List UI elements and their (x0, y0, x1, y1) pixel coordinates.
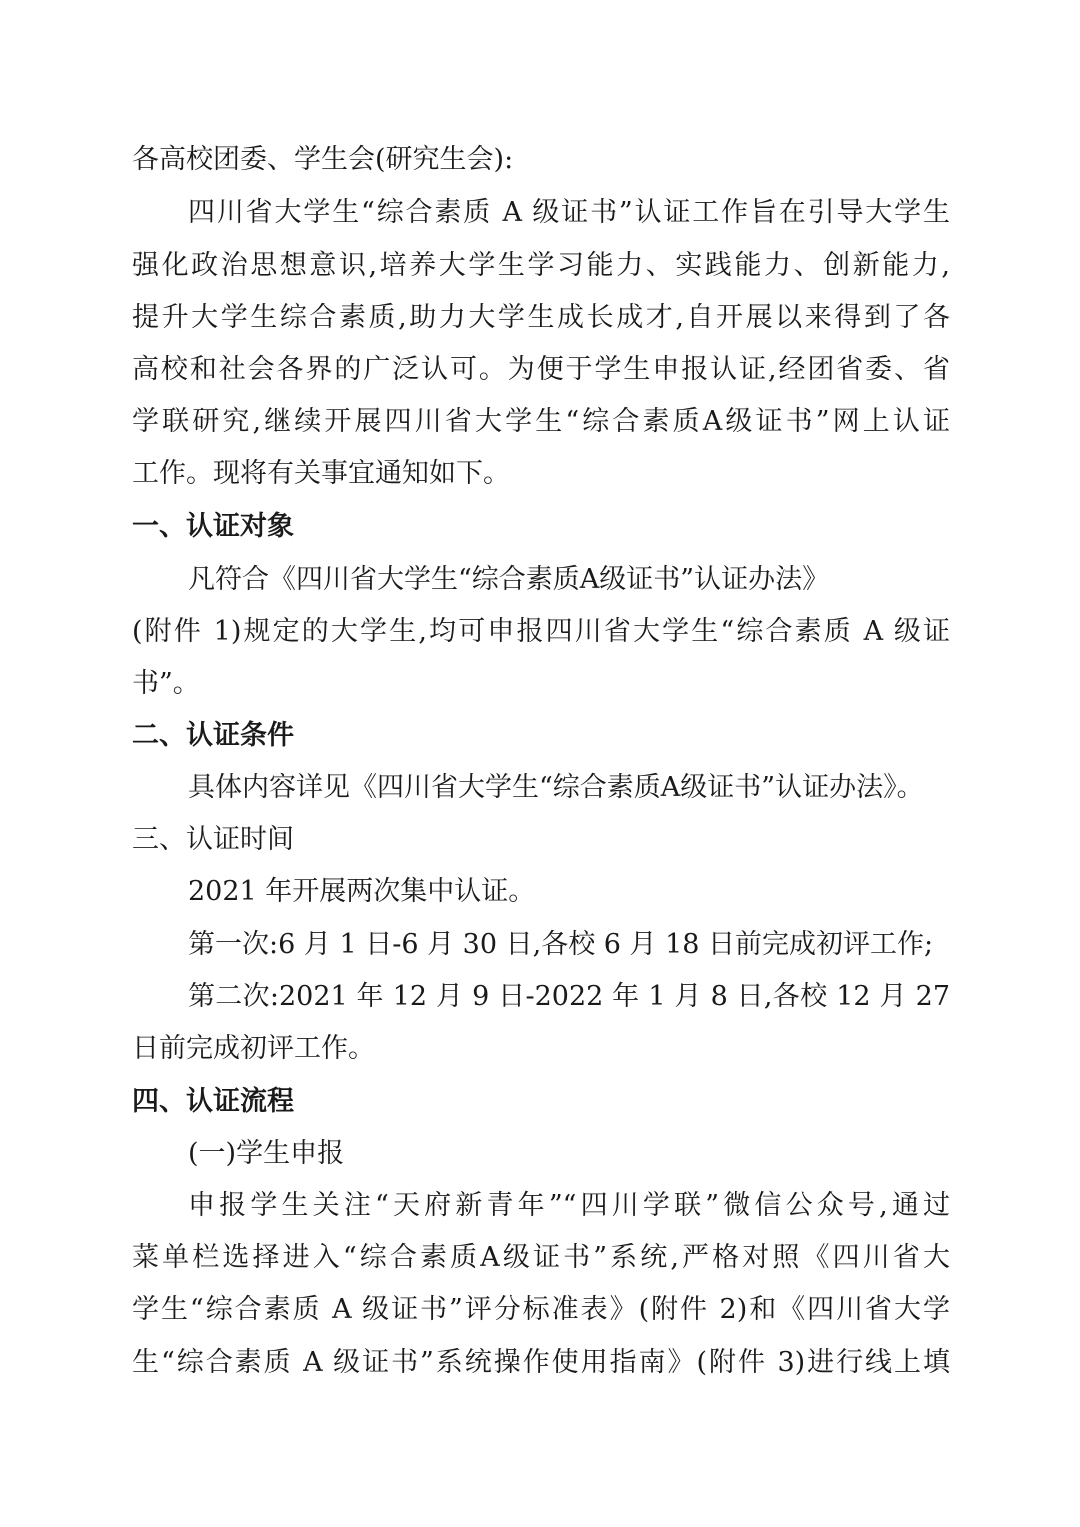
section-heading-4: 四、认证流程 (132, 1086, 294, 1117)
intro-paragraph-line: 高校和社会各界的广泛认可。为便于学生申报认证,经团省委、省 (132, 354, 950, 385)
section-4-line: 申报学生关注“天府新青年”“四川学联”微信公众号,通过 (188, 1190, 950, 1221)
section-3-line: 2021 年开展两次集中认证。 (188, 876, 536, 907)
section-2-line: 具体内容详见《四川省大学生“综合素质A级证书”认证办法》。 (188, 772, 924, 803)
intro-paragraph-line: 四川省大学生“综合素质 A 级证书”认证工作旨在引导大学生 (188, 197, 950, 228)
section-3-line: 第一次:6 月 1 日-6 月 30 日,各校 6 月 18 日前完成初评工作; (188, 929, 934, 960)
intro-paragraph-line: 强化政治思想意识,培养大学生学习能力、实践能力、创新能力, (132, 250, 950, 281)
section-1-line: 凡符合《四川省大学生“综合素质A级证书”认证办法》 (188, 564, 830, 595)
intro-paragraph-line: 提升大学生综合素质,助力大学生成长成才,自开展以来得到了各 (132, 302, 950, 333)
section-3-line: 第二次:2021 年 12 月 9 日-2022 年 1 月 8 日,各校 12 月 27 (188, 981, 950, 1012)
section-heading-3: 三、认证时间 (132, 824, 294, 855)
section-4-line: 生“综合素质 A 级证书”系统操作使用指南》(附件 3)进行线上填 (132, 1347, 950, 1378)
section-3-line: 日前完成初评工作。 (132, 1033, 375, 1064)
intro-paragraph-line: 工作。现将有关事宜通知如下。 (132, 458, 510, 489)
section-1-line: 书”。 (132, 668, 200, 699)
section-heading-1: 一、认证对象 (132, 511, 294, 542)
section-4-line: 学生“综合素质 A 级证书”评分标准表》(附件 2)和《四川省大学 (132, 1294, 950, 1325)
subsection-heading: (一)学生申报 (188, 1138, 345, 1169)
salutation: 各高校团委、学生会(研究生会): (132, 144, 514, 175)
section-4-line: 菜单栏选择进入“综合素质A级证书”系统,严格对照《四川省大 (132, 1242, 950, 1273)
section-1-line: (附件 1)规定的大学生,均可申报四川省大学生“综合素质 A 级证 (132, 616, 950, 647)
section-heading-2: 二、认证条件 (132, 720, 294, 751)
intro-paragraph-line: 学联研究,继续开展四川省大学生“综合素质A级证书”网上认证 (132, 406, 950, 437)
